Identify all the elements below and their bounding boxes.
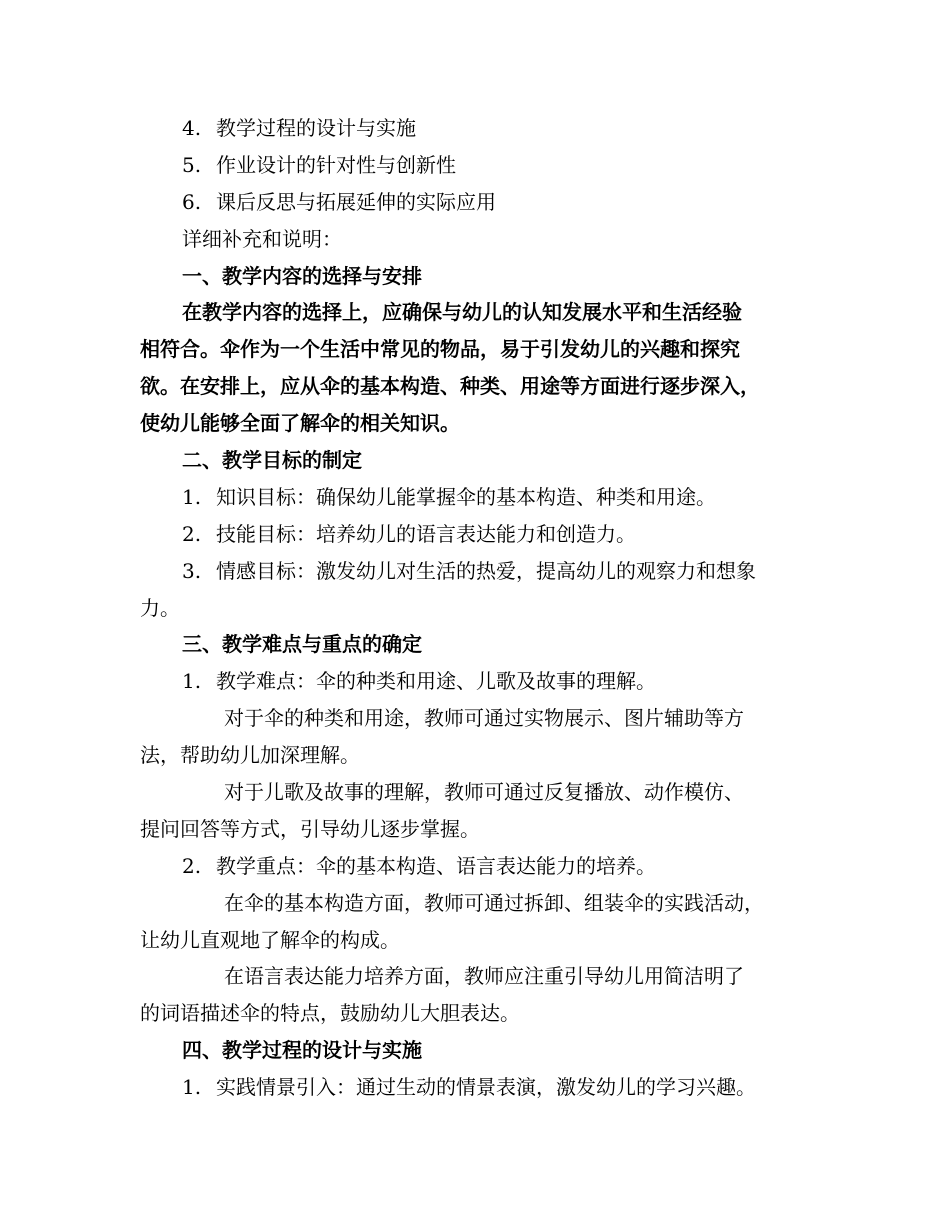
line-text: 情感目标：激发幼儿对生活的热爱，提高幼儿的观察力和想象 xyxy=(216,558,756,583)
paragraph-line: 让幼儿直观地了解伞的构成。 xyxy=(140,927,400,952)
list-item xyxy=(140,147,810,184)
paragraph-line: 详细补充和说明： xyxy=(182,226,342,251)
line-text: 实践情景引入：通过生动的情景表演，激发幼儿的学习兴趣。 xyxy=(216,1075,756,1100)
list-item xyxy=(140,663,810,700)
paragraph-line: 的词语描述伞的特点，鼓励幼儿大胆表达。 xyxy=(140,1001,520,1026)
line-text: 课后反思与拓展延伸的实际应用 xyxy=(216,189,496,214)
list-item xyxy=(140,110,810,147)
paragraph-line: 在教学内容的选择上，应确保与幼儿的认知发展水平和生活经验 xyxy=(182,300,742,325)
paragraph-line: 力。 xyxy=(140,595,180,620)
line-text: 教学重点：伞的基本构造、语言表达能力的培养。 xyxy=(216,853,656,878)
list-number: 6. xyxy=(182,189,202,214)
paragraph-line: 欲。在安排上，应从伞的基本构造、种类、用途等方面进行逐步深入， xyxy=(140,374,760,399)
list-number: 1. xyxy=(182,669,202,694)
line-text: 技能目标：培养幼儿的语言表达能力和创造力。 xyxy=(216,521,636,546)
list-number: 1. xyxy=(182,1075,202,1100)
paragraph-line: 对于儿歌及故事的理解，教师可通过反复播放、动作模仿、 xyxy=(224,780,744,805)
list-item xyxy=(140,1069,810,1106)
list-number: 3. xyxy=(182,558,202,583)
list-number: 5. xyxy=(182,152,202,177)
list-item xyxy=(140,553,810,590)
section-heading: 一、教学内容的选择与安排 xyxy=(182,263,422,288)
list-number: 2. xyxy=(182,521,202,546)
list-item xyxy=(140,848,810,885)
section-heading: 二、教学目标的制定 xyxy=(182,448,362,473)
list-item xyxy=(140,516,810,553)
list-item xyxy=(140,184,810,221)
line-text: 教学难点：伞的种类和用途、儿歌及故事的理解。 xyxy=(216,669,656,694)
paragraph-line: 相符合。伞作为一个生活中常见的物品，易于引发幼儿的兴趣和探究 xyxy=(140,337,740,362)
paragraph-line: 对于伞的种类和用途，教师可通过实物展示、图片辅助等方 xyxy=(224,706,744,731)
list-item xyxy=(140,479,810,516)
line-text: 教学过程的设计与实施 xyxy=(216,116,416,140)
paragraph-line: 法，帮助幼儿加深理解。 xyxy=(140,743,360,768)
paragraph-line: 在语言表达能力培养方面，教师应注重引导幼儿用简洁明了 xyxy=(224,964,744,989)
paragraph-line: 在伞的基本构造方面，教师可通过拆卸、组装伞的实践活动， xyxy=(224,890,764,915)
section-heading: 三、教学难点与重点的确定 xyxy=(182,632,422,657)
paragraph-line: 提问回答等方式，引导幼儿逐步掌握。 xyxy=(140,816,480,841)
line-text: 作业设计的针对性与创新性 xyxy=(216,152,456,177)
list-number: 1. xyxy=(182,484,202,509)
list-number: 4. xyxy=(182,116,202,140)
list-number: 2. xyxy=(182,853,202,878)
paragraph-line: 使幼儿能够全面了解伞的相关知识。 xyxy=(140,411,460,436)
line-text: 知识目标：确保幼儿能掌握伞的基本构造、种类和用途。 xyxy=(216,484,716,509)
section-heading: 四、教学过程的设计与实施 xyxy=(182,1038,422,1063)
